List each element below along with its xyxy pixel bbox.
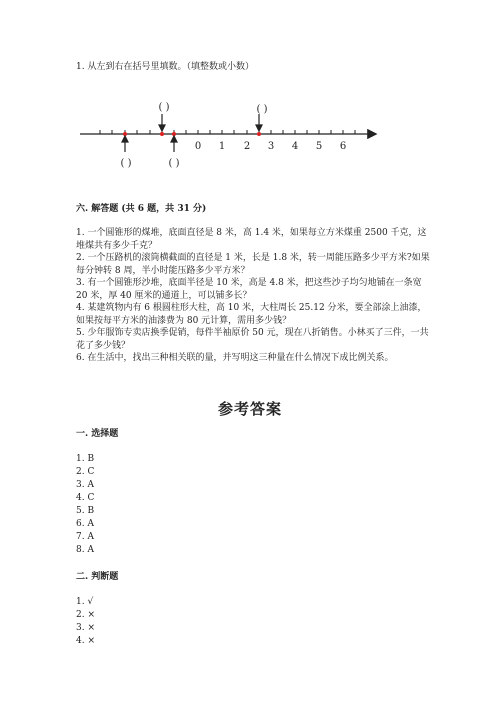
answer-bracket: ( ): [256, 104, 268, 115]
answer-bracket: ( ): [168, 158, 180, 169]
answer-bracket: ( ): [158, 102, 170, 113]
problem-item: 3. 有一个圆锥形沙堆，底面半径是 10 米，高是 4.8 米，把这些沙子均匀地铺在一条宽 20 米，厚 40 厘米的通道上，可以铺多长？: [76, 278, 422, 301]
arrow-down-head: [159, 125, 165, 131]
answer-item: 2. ×: [76, 610, 95, 620]
point-marker: [160, 132, 164, 136]
problem-item: 4. 某建筑物内有 6 根圆柱形大柱，高 10 米，大柱周长 25.12 分米，要全部涂上油漆，如果按每平方米的油漆费为 80 元计算，需用多少钱？: [76, 303, 427, 326]
answer-item: 4. ×: [76, 636, 95, 646]
answer-item: 1. B: [76, 454, 95, 464]
arrow-up-head: [171, 136, 177, 142]
tick-label: 1: [218, 141, 226, 152]
answer-item: 6. A: [76, 519, 94, 529]
point-marker: [257, 132, 261, 136]
answer-bracket: ( ): [120, 158, 132, 169]
section-heading: 一. 选择题: [76, 429, 119, 439]
page-title: 参考答案: [217, 400, 282, 418]
arrow-down-head: [256, 125, 262, 131]
answer-item: 2. C: [76, 467, 95, 477]
answer-item: 3. A: [76, 480, 94, 490]
tick-label: 2: [243, 141, 251, 152]
answer-item: 5. B: [76, 506, 95, 516]
answer-item: 4. C: [76, 493, 95, 503]
answer-item: 3. ×: [76, 623, 95, 633]
tick-label: 5: [315, 141, 323, 152]
problem-item: 1. 一个圆锥形的煤堆，底面直径是 8 米，高 1.4 米，如果每立方米煤重 2500 千克，这堆煤共有多少千克？: [76, 228, 427, 251]
answer-item: 8. A: [76, 545, 94, 555]
problem-item: 5. 少年服饰专卖店换季促销，每件半袖原价 50 元，现在八折销售。小林买了三件，一共花了多少钱？: [76, 328, 429, 351]
tick-label: 0: [194, 141, 202, 152]
tick-label: 4: [291, 141, 299, 152]
number-line-prompt: 1. 从左到右在括号里填数。（填整数或小数）: [76, 62, 254, 72]
tick-label: 3: [267, 141, 275, 152]
problem-item: 6. 在生活中，找出三种相关联的量，并写明这三种量在什么情况下成比例关系。: [76, 353, 394, 363]
problem-item: 2. 一个压路机的滚筒横截面的直径是 1 米，长是 1.8 米，转一周能压路多少平方米?如果每分钟转 8 周，半小时能压路多少平方米？: [76, 253, 430, 276]
section-heading: 六. 解答题 (共 6 题，共 31 分): [76, 204, 207, 214]
number-line-figure: [70, 100, 390, 175]
answer-item: 1. √: [76, 597, 94, 607]
arrow-up-head: [122, 136, 128, 142]
tick-label: 6: [339, 141, 347, 152]
section-heading: 二. 判断题: [76, 572, 119, 582]
answer-item: 7. A: [76, 532, 94, 542]
